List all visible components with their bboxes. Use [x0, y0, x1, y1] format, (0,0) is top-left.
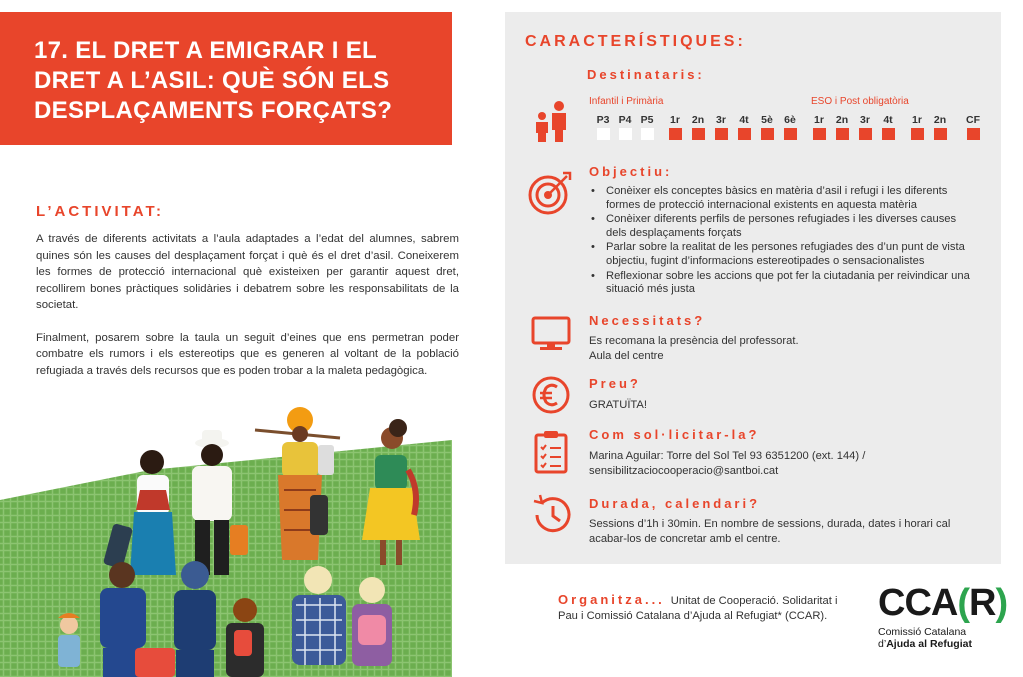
grades-row — [591, 114, 991, 148]
grade-2 — [635, 114, 659, 140]
request-line-1: Marina Aguilar: Torre del Sol Tel 93 6351200 (ext. 144) / — [589, 450, 866, 462]
activity-heading: L’ACTIVITAT: — [36, 203, 164, 220]
grade-marker-empty — [597, 128, 610, 140]
grade-14 — [928, 114, 952, 140]
duration-text: Sessions d’1h i 30min. En nombre de sessions, durada, dates i horari cal acabar-los de concretar amb el centre. — [589, 518, 951, 545]
grade-label: 5è — [761, 114, 773, 126]
monitor-icon — [531, 316, 571, 352]
objective-item: • Conèixer diferents perfils de persones refugiades i les diverses causes dels desplaçaments forçats — [589, 213, 979, 240]
clock-icon — [529, 494, 573, 536]
price-text: GRATUÏTA! — [589, 399, 648, 411]
grade-label: 1r — [814, 114, 824, 126]
grade-9 — [807, 114, 831, 140]
grade-12 — [876, 114, 900, 140]
objective-heading: Objectiu: — [589, 164, 673, 179]
grade-marker-selected — [715, 128, 728, 140]
request-text — [589, 449, 981, 478]
recipients-heading: Destinataris: — [587, 67, 705, 82]
grade-marker-selected — [784, 128, 797, 140]
request-heading: Com sol·licitar-la? — [589, 427, 760, 442]
grade-7 — [755, 114, 779, 140]
target-icon — [527, 170, 573, 216]
grade-marker-selected — [967, 128, 980, 140]
objective-list — [589, 185, 979, 298]
grade-3 — [663, 114, 687, 140]
logo-wordmark: CCA(R) — [878, 582, 1008, 624]
logo-subtitle: Comissió Catalana d’Ajuda al Refugiat — [878, 626, 972, 650]
grade-8 — [778, 114, 802, 140]
title-banner — [0, 12, 452, 145]
grade-1 — [613, 114, 637, 140]
activity-paragraph-1: A través de diferents activitats a l’aula adaptades a l’edat del alumnes, sabrem quines són les causes del desplaçament forçat i què és el dret d’asil. Coneixerem les formes de protecció internacional què existeixen per garantir aquest dret, recollirem bones pràctiques solidàries i debatrem sobre les responsabilitats de la societat. — [36, 233, 459, 311]
characteristics-panel — [505, 12, 1001, 564]
grade-label: CF — [966, 114, 980, 126]
group-secondary-label: ESO i Post obligatòria — [811, 96, 909, 107]
activity-text — [36, 231, 459, 395]
grade-marker-selected — [761, 128, 774, 140]
grade-label: P4 — [618, 114, 632, 126]
grade-4 — [686, 114, 710, 140]
grade-13 — [905, 114, 929, 140]
grade-label: 3r — [860, 114, 870, 126]
objective-item: • Conèixer els conceptes bàsics en matèria d’asil i refugi i les diferents formes de protecció internacional existents en aquesta matèria — [589, 185, 979, 212]
organizer-block — [558, 592, 858, 624]
organizer-heading: Organitza... — [558, 592, 665, 607]
price-heading: Preu? — [589, 376, 641, 391]
grade-label: 4t — [739, 114, 749, 126]
grade-marker-selected — [911, 128, 924, 140]
ccar-logo — [878, 582, 1008, 663]
family-icon — [529, 98, 575, 144]
grade-11 — [853, 114, 877, 140]
grade-marker-empty — [641, 128, 654, 140]
grade-label: 1r — [912, 114, 922, 126]
grade-marker-selected — [813, 128, 826, 140]
figure-front-child — [58, 613, 80, 667]
refugees-illustration — [0, 400, 452, 677]
group-primary-label: Infantil i Primària — [589, 96, 664, 107]
grade-0 — [591, 114, 615, 140]
objective-item: • Reflexionar sobre les accions que pot fer la ciutadania per reivindicar una situació més justa — [589, 270, 979, 297]
characteristics-heading: CARACTERÍSTIQUES: — [525, 33, 746, 50]
grade-marker-empty — [619, 128, 632, 140]
euro-icon — [531, 375, 571, 415]
grade-label: 2n — [835, 114, 849, 126]
clipboard-icon — [533, 430, 569, 474]
grade-marker-selected — [882, 128, 895, 140]
grade-marker-selected — [934, 128, 947, 140]
duration-heading: Durada, calendari? — [589, 496, 761, 511]
needs-text — [589, 334, 981, 363]
grade-marker-selected — [836, 128, 849, 140]
grade-label: 6è — [784, 114, 796, 126]
activity-paragraph-2: Finalment, posarem sobre la taula un seguit d’eines que ens permetran poder combatre els rumors i els estereotips que es generen al voltant de la població refugiada a través dels recursos que es poden trobar a la maleta pedagògica. — [36, 331, 459, 377]
grade-label: 3r — [716, 114, 726, 126]
organizer-text: Unitat de Cooperació. Solidaritat i Pau i Comissió Catalana d’Ajuda al Refugiat* (CCAR). — [558, 595, 838, 622]
grade-label: 2n — [933, 114, 947, 126]
grade-10 — [830, 114, 854, 140]
objective-item: • Parlar sobre la realitat de les persones refugiades des d’un punt de vista objectiu, fugint d’informacions estereotipades o sensacionalistes — [589, 241, 979, 268]
grade-marker-selected — [738, 128, 751, 140]
request-email: sensibilitzaciocooperacio@santboi.cat — [589, 464, 779, 477]
grade-5 — [709, 114, 733, 140]
grade-marker-selected — [669, 128, 682, 140]
grade-label: P3 — [596, 114, 610, 126]
needs-line-1: Es recomana la presència del professorat. — [589, 335, 799, 347]
grade-6 — [732, 114, 756, 140]
grade-label: 4t — [883, 114, 893, 126]
grade-label: 2n — [691, 114, 705, 126]
page-title: 17. EL DRET A EMIGRAR I EL DRET A L’ASIL: QUÈ SÓN ELS DESPLAÇAMENTS FORÇATS? — [34, 37, 393, 124]
grade-marker-selected — [692, 128, 705, 140]
grade-label: P5 — [640, 114, 654, 126]
needs-line-2: Aula del centre — [589, 349, 664, 362]
needs-heading: Necessitats? — [589, 313, 706, 328]
grade-15 — [961, 114, 985, 140]
grade-marker-selected — [859, 128, 872, 140]
grade-label: 1r — [670, 114, 680, 126]
